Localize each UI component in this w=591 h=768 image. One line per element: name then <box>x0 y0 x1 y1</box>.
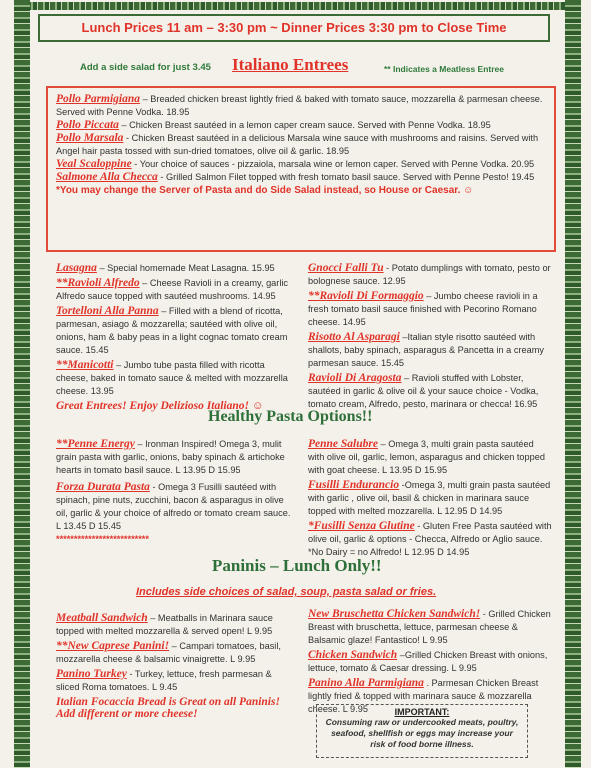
pasta-item: Gnocci Falli Tu - Potato dumplings with tomato, pesto or bolognese sauce. 12.95 <box>308 262 551 286</box>
item-name: Ravioli Di Aragosta <box>308 372 402 384</box>
pasta-item: Lasagna – Special homemade Meat Lasagna. 15.95 <box>56 262 275 274</box>
entree-item: Pollo Marsala - Chicken Breast sautéed in a delicious Marsala wine sauce with mushrooms and raisins. Served with Angel hair pasta tossed with sun-dried tomatoes, olive oil & garlic. 18.95 <box>56 132 539 156</box>
item-name: Panino Alla Parmigiana <box>308 677 424 689</box>
paninis-left-note: Italian Focaccia Bread is Great on all Paninis! Add different or more cheese! <box>56 696 280 720</box>
entree-item: Pollo Piccata – Chicken Breast sautéed in a lemon caper cream sauce. Served with Penne Vodka. 18.95 <box>56 119 491 131</box>
entrees-box <box>46 86 556 252</box>
entree-item: Salmone Alla Checca - Grilled Salmon Filet topped with fresh tomato basil sauce. Served with Penne Pesto! 19.45 <box>56 171 535 183</box>
item-name: *Fusilli Senza Glutine <box>308 520 415 532</box>
pasta-left-note: Great Entrees! Enjoy Delizioso Italiano! ☺ <box>56 400 264 412</box>
item-name: Chicken Sandwich <box>308 649 398 661</box>
healthy-item: Forza Durata Pasta - Omega 3 Fusilli sautéed with spinach, pine nuts, zucchini, bacon & asparagus in olive oil, garlic & your choice of alfredo or tomato cream sauce. L 13.45 D 15.45 <box>56 481 291 531</box>
item-name: Risotto Al Asparagi <box>308 331 400 343</box>
panini-item: Meatball Sandwich – Meatballs in Marinara sauce topped with melted mozzarella & served open! L 9.95 <box>56 612 273 636</box>
vine-border-top <box>14 2 581 10</box>
item-name: **Ravioli Di Formaggio <box>308 290 424 302</box>
item-name: Lasagna <box>56 262 97 274</box>
panini-item: New Bruschetta Chicken Sandwich! - Grilled Chicken Breast with bruschetta, lettuce, parmesan cheese & Balsamic glaze! Fantastico! L 9.95 <box>308 608 551 645</box>
paninis-title: Paninis – Lunch Only!! <box>212 556 382 575</box>
pasta-item: **Ravioli Di Formaggio – Jumbo cheese ravioli in a fresh tomato basil sauce finished with Pecorino Romano cheese. 14.95 <box>308 290 538 327</box>
healthy-left-column <box>56 438 296 546</box>
important-text: Consuming raw or undercooked meats, poultry, seafood, shellfish or eggs may increase your risk of food borne illness. <box>325 717 519 749</box>
healthy-right-column <box>308 438 552 559</box>
healthy-item: Penne Salubre – Omega 3, multi grain pasta sautéed with olive oil, garlic, lemon, asparagus and chicken topped with goat cheese. L 13.95 D 15.95 <box>308 438 545 475</box>
panini-item: Chicken Sandwich –Grilled Chicken Breast with onions, lettuce, tomato & Caesar dressing. L 9.95 <box>308 649 548 673</box>
important-notice <box>316 704 528 758</box>
pasta-item: **Manicotti – Jumbo tube pasta filled with ricotta cheese, baked in tomato sauce & melted with mozzarella cheese. 13.95 <box>56 359 288 396</box>
item-name: **Penne Energy <box>56 438 135 450</box>
item-name: **Manicotti <box>56 359 114 371</box>
healthy-title: Healthy Pasta Options!! <box>208 408 373 425</box>
pasta-item: **Ravioli Alfredo – Cheese Ravioli in a creamy, garlic Alfredo sauce topped with sautéed mushrooms. 14.95 <box>56 277 289 301</box>
item-name: New Bruschetta Chicken Sandwich! <box>308 608 481 620</box>
pasta-item: Ravioli Di Aragosta – Ravioli stuffed with Lobster, sautéed in garlic & olive oil & your sauce choice - Vodka, tomato cream, Alfredo, pesto, marinara or checca! 16.95 <box>308 372 539 409</box>
item-name: **Ravioli Alfredo <box>56 277 140 289</box>
item-name: Forza Durata Pasta <box>56 481 150 493</box>
entrees-title: Italiano Entrees <box>232 55 349 74</box>
item-name: Pollo Marsala <box>56 132 124 144</box>
stars-divider: ************************** <box>56 534 149 544</box>
pasta-item: Tortelloni Alla Panna – Filled with a blend of ricotta, parmesan, asiago & mozzarella; sautéed with olive oil, onions, ham & baby peas in a light cognac tomato cream sauce. 15.45 <box>56 305 288 355</box>
healthy-item: *Fusilli Senza Glutine - Gluten Free Pasta sautéed with olive oil, garlic & options - Checca, Alfredo or Aglio sauce. *No Dairy = no Alfredo! L 12.95 D 14.95 <box>308 520 552 557</box>
item-name: Fusilli Endurancio <box>308 479 400 491</box>
vine-border-left <box>14 0 30 768</box>
item-name: **New Caprese Panini! <box>56 640 170 652</box>
item-name: Tortelloni Alla Panna <box>56 305 159 317</box>
item-name: Pollo Parmigiana <box>56 93 141 105</box>
item-name: Gnocci Falli Tu <box>308 262 384 274</box>
paninis-right-column <box>308 608 552 716</box>
item-name: Pollo Piccata <box>56 119 119 131</box>
healthy-item: **Penne Energy – Ironman Inspired! Omega 3, mulit grain pasta with garlic, onions, baby spinach & artichoke hearts in tomato basil sauce. L 13.95 D 15.95 <box>56 438 285 475</box>
pasta-right-column <box>308 262 552 413</box>
important-title: IMPORTANT: <box>394 707 450 717</box>
entree-item: Pollo Parmigiana – Breaded chicken breast lightly fried & baked with tomato sauce, mozzarella & parmesan cheese. Served with Penne Vodka. 18.95 <box>56 93 543 117</box>
pasta-left-column <box>56 262 296 412</box>
panini-item: **New Caprese Panini! – Campari tomatoes, basil, mozzarella cheese & balsamic vinaigrette. L 9.95 <box>56 640 281 664</box>
vine-border-right <box>565 0 581 768</box>
paninis-subtitle: Includes side choices of salad, soup, pasta salad or fries. <box>136 586 437 598</box>
side-salad-note: Add a side salad for just 3.45 <box>80 62 211 73</box>
entrees-footer: *You may change the Server of Pasta and do Side Salad instead, so House or Caesar. ☺ <box>56 185 474 196</box>
meatless-note: ** Indicates a Meatless Entree <box>384 64 505 74</box>
hours-banner: Lunch Prices 11 am – 3:30 pm ~ Dinner Prices 3:30 pm to Close Time <box>38 14 550 42</box>
item-name: Panino Turkey <box>56 668 127 680</box>
panini-item: Panino Turkey - Turkey, lettuce, fresh parmesan & sliced Roma tomatoes. L 9.45 <box>56 668 272 692</box>
healthy-item: Fusilli Endurancio -Omega 3, multi grain pasta sautéed with garlic , olive oil, basil & chicken in marinara sauce topped with melted mozzarella. L 12.95 D 14.95 <box>308 479 551 516</box>
pasta-item: Risotto Al Asparagi –Italian style risotto sautéed with shallots, baby spinach, asparagus & Pancetta in a creamy parmesan sauce. 15.45 <box>308 331 544 368</box>
item-name: Salmone Alla Checca <box>56 171 158 183</box>
paninis-left-column <box>56 612 296 720</box>
item-name: Veal Scaloppine <box>56 158 132 170</box>
entree-item: Veal Scaloppine - Your choice of sauces - pizzaiola, marsala wine or lemon caper. Served with Penne Vodka. 20.95 <box>56 158 535 170</box>
panini-item: Panino Alla Parmigiana . Parmesan Chicken Breast lightly fried & topped with marinara sauce & mozzarella cheese. L 9.95 <box>308 677 539 714</box>
item-name: Penne Salubre <box>308 438 378 450</box>
item-name: Meatball Sandwich <box>56 612 148 624</box>
